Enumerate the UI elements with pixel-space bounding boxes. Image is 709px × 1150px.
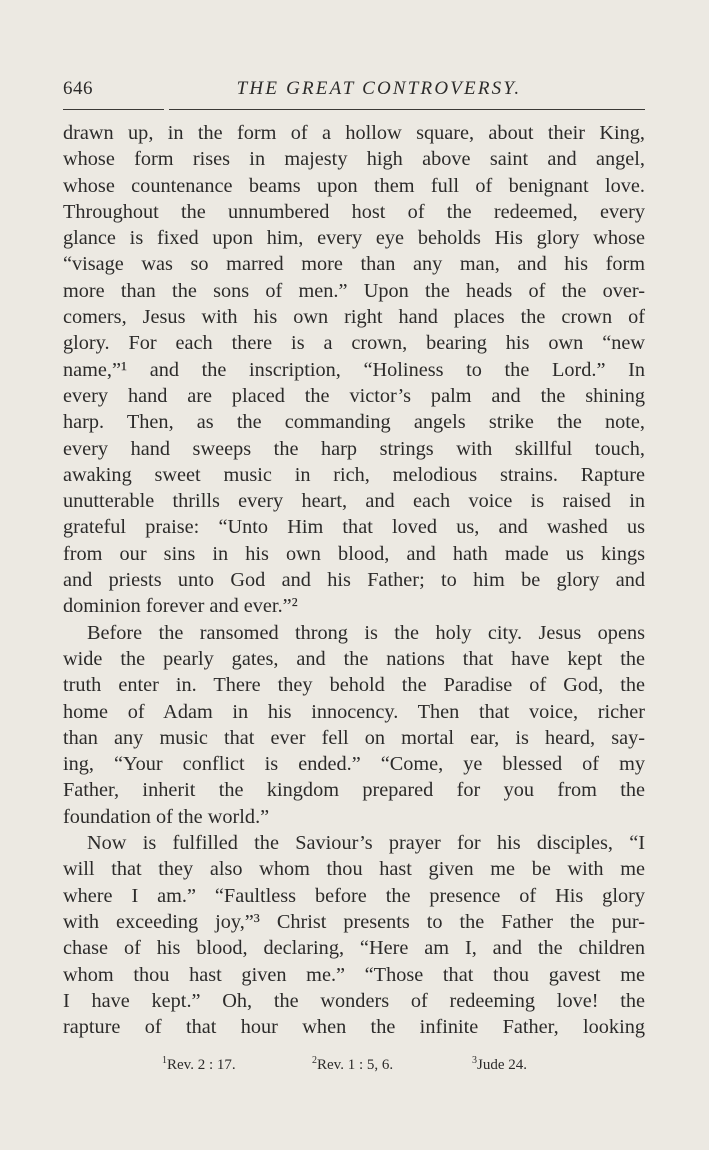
footnote (162, 1057, 236, 1074)
footnote-marker: 3 (472, 1055, 477, 1066)
text-line: home of Adam in his innocency. Then that voice, richer (63, 700, 645, 723)
footnote-marker: 1 (162, 1055, 167, 1066)
text-line: chase of his blood, declaring, “Here am I, and the children (63, 937, 645, 960)
text-line: glory. For each there is a crown, bearing his own “new (63, 332, 645, 355)
text-line: rapture of that hour when the infinite Father, looking (63, 1016, 645, 1039)
text-line: with exceeding joy,”³ Christ presents to the Father the pur- (63, 910, 645, 933)
footnote (472, 1057, 527, 1074)
text-line: grateful praise: “Unto Him that loved us, and washed us (63, 516, 645, 539)
text-line: drawn up, in the form of a hollow square, about their King, (63, 122, 645, 144)
footnote-marker: 2 (312, 1055, 317, 1066)
text-line: truth enter in. There they behold the Paradise of God, the (63, 674, 645, 697)
text-line: than any music that ever fell on mortal ear, is heard, say- (63, 726, 645, 749)
text-line: and priests unto God and his Father; to him be glory and (63, 569, 645, 592)
text-line: dominion forever and ever.”² (63, 595, 298, 618)
text-line: name,”¹ and the inscription, “Holiness to the Lord.” In (63, 358, 645, 381)
text-line: from our sins in his own blood, and hath made us kings (63, 542, 645, 565)
header-rule-left (63, 109, 164, 110)
text-line: “visage was so marred more than any man, and his form (63, 253, 645, 276)
page-number: 646 (63, 78, 93, 99)
footnote (312, 1057, 393, 1074)
footnote-text: Rev. 2 : 17. (167, 1057, 236, 1073)
body-text (63, 120, 645, 1040)
header-rule-right (169, 109, 645, 110)
text-line: Throughout the unnumbered host of the redeemed, every (63, 200, 645, 223)
text-line: comers, Jesus with his own right hand places the crown of (63, 306, 645, 329)
text-line: whose form rises in majesty high above saint and angel, (63, 148, 645, 171)
text-line: more than the sons of men.” Upon the heads of the over- (63, 279, 645, 302)
footnotes (162, 1057, 562, 1077)
text-line: Before the ransomed throng is the holy city. Jesus opens (87, 621, 645, 644)
text-line: every hand are placed the victor’s palm and the shining (63, 384, 645, 407)
footnote-text: Jude 24. (477, 1057, 527, 1073)
footnote-text: Rev. 1 : 5, 6. (317, 1057, 394, 1073)
text-line: wide the pearly gates, and the nations that have kept the (63, 647, 645, 670)
text-line: unutterable thrills every heart, and each voice is raised in (63, 490, 645, 513)
text-line: Father, inherit the kingdom prepared for you from the (63, 779, 645, 802)
page-header (63, 78, 645, 100)
text-line: where I am.” “Faultless before the presence of His glory (63, 884, 645, 907)
text-line: whom thou hast given me.” “Those that thou gavest me (63, 963, 645, 986)
text-line: I have kept.” Oh, the wonders of redeeming love! the (63, 989, 645, 1012)
text-line: ing, “Your conflict is ended.” “Come, ye blessed of my (63, 753, 645, 776)
text-line: glance is fixed upon him, every eye beholds His glory whose (63, 227, 645, 250)
text-line: Now is fulfilled the Saviour’s prayer for his disciples, “I (87, 832, 645, 855)
text-line: every hand sweeps the harp strings with skillful touch, (63, 437, 645, 460)
text-line: foundation of the world.” (63, 805, 270, 828)
text-line: harp. Then, as the commanding angels strike the note, (63, 411, 645, 434)
text-line: awaking sweet music in rich, melodious strains. Rapture (63, 463, 645, 486)
text-line: whose countenance beams upon them full of benignant love. (63, 174, 645, 197)
text-line: will that they also whom thou hast given me be with me (63, 858, 645, 881)
running-title: THE GREAT CONTROVERSY. (236, 78, 522, 99)
